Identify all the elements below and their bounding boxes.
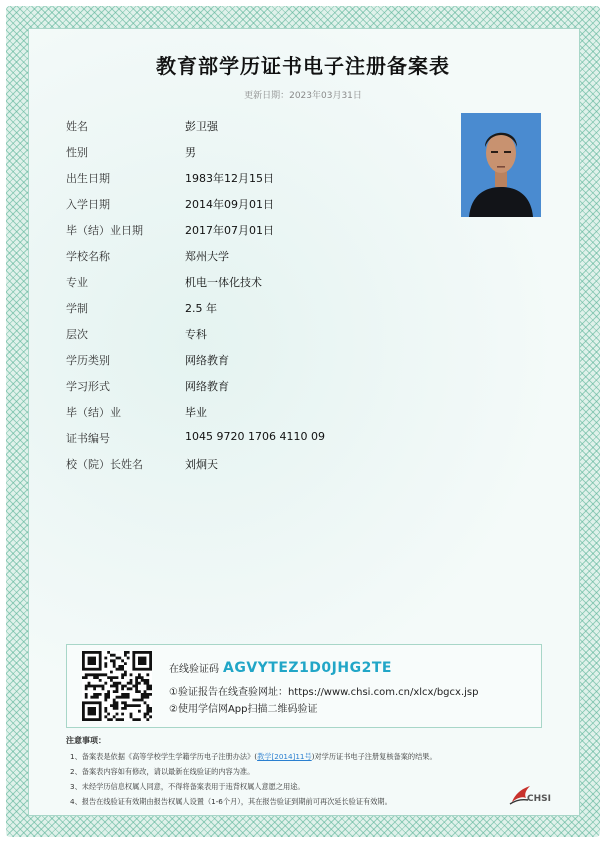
note-item [70,752,437,762]
verification-app-line: ②使用学信网App扫描二维码验证 [169,704,318,715]
field-label: 性别 [66,146,88,159]
field-value: 彭卫强 [185,120,218,133]
note-item [70,767,254,777]
field-label: 证书编号 [66,432,110,445]
note-text: 2、备案表内容如有修改，请以最新在线验证的内容为准。 [70,767,255,776]
qr-code-icon [82,651,152,721]
field-label: 毕（结）业 [66,406,121,419]
field-value: 郑州大学 [185,250,229,263]
field-value: 2.5 年 [185,302,217,315]
field-label: 层次 [66,328,88,341]
field-value: 刘炯天 [185,458,218,471]
id-photo [461,113,541,217]
field-value: 毕业 [185,406,207,419]
update-date: 更新日期：2023年03月31日 [244,91,362,101]
note-text: 1、备案表是依据《高等学校学生学籍学历电子注册办法》( [70,752,258,761]
field-value: 2014年09月01日 [185,198,274,211]
field-label: 学历类别 [66,354,110,367]
field-label: 学制 [66,302,88,315]
regulation-link[interactable]: 教学[2014]11号 [257,752,312,761]
field-label: 毕（结）业日期 [66,224,143,237]
field-value: 机电一体化技术 [185,276,262,289]
field-label: 姓名 [66,120,88,133]
field-value: 2017年07月01日 [185,224,274,237]
verification-code: AGVYTEZ1D0JHG2TE [223,660,392,676]
portrait-image [461,113,541,217]
chsi-logo-text: CHSI [527,794,551,804]
note-item [70,797,392,807]
verification-code-line [169,660,392,676]
field-label: 出生日期 [66,172,110,185]
verification-code-label: 在线验证码 [169,664,219,675]
field-value: 网络教育 [185,380,229,393]
field-label: 校（院）长姓名 [66,458,143,471]
document-title: 教育部学历证书电子注册备案表 [156,54,450,78]
note-text: 3、未经学历信息权属人同意，不得将备案表用于违背权属人意愿之用途。 [70,782,305,791]
note-text: 4、报告在线验证有效期由报告权属人设置（1-6个月），其在报告验证到期前可再次延长验证有效期。 [70,797,392,806]
field-value: 专科 [185,328,207,341]
note-text: )对学历证书电子注册复核备案的结果。 [311,752,437,761]
note-item [70,782,305,792]
field-label: 专业 [66,276,88,289]
field-value: 网络教育 [185,354,229,367]
field-label: 学习形式 [66,380,110,393]
qr-code[interactable] [82,651,152,721]
field-value: 1983年12月15日 [185,172,274,185]
field-label: 入学日期 [66,198,110,211]
field-label: 学校名称 [66,250,110,263]
verification-url-line: ①验证报告在线查验网址：https://www.chsi.com.cn/xlcx/bgcx.jsp [169,687,479,698]
field-value: 男 [185,146,196,159]
field-value: 1045 9720 1706 4110 09 [185,430,325,443]
notes-title: 注意事项： [66,736,106,745]
